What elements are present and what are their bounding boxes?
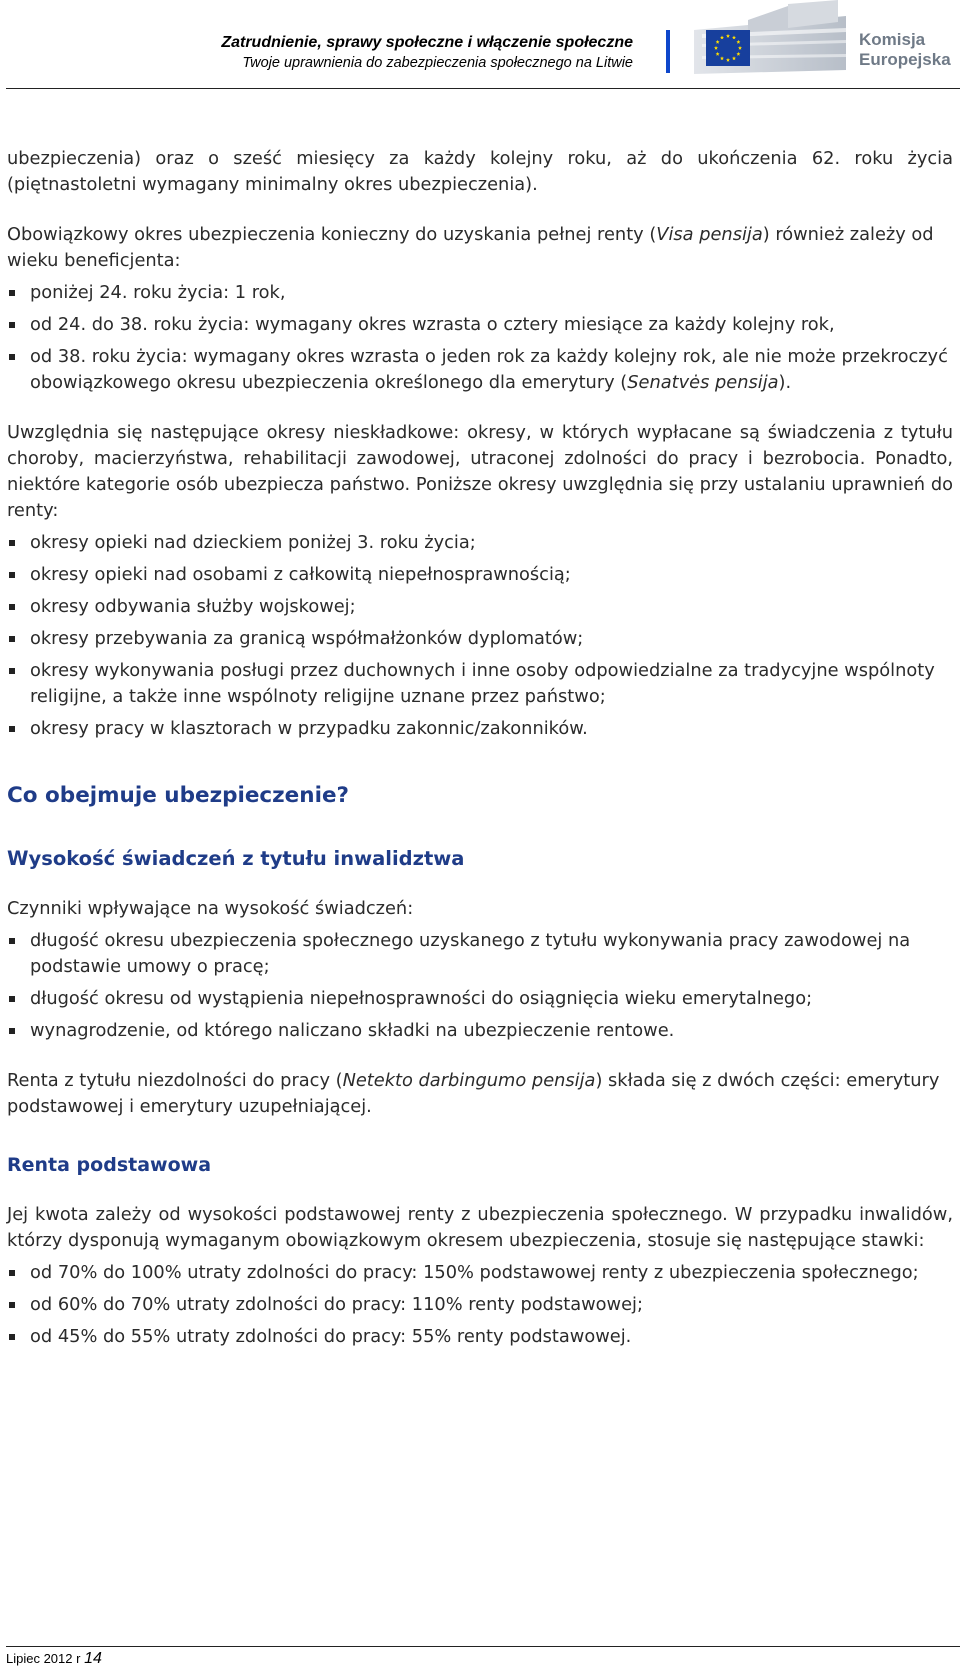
list-item bbox=[7, 1260, 953, 1286]
bullet-icon bbox=[9, 996, 15, 1002]
page-footer bbox=[6, 1650, 102, 1668]
bullet-icon bbox=[9, 938, 15, 944]
list-item-text: okresy pracy w klasztorach w przypadku zakonnic/zakonników. bbox=[30, 718, 588, 739]
bullet-icon bbox=[9, 1302, 15, 1308]
list-item bbox=[7, 594, 953, 620]
list-item bbox=[7, 928, 953, 980]
bullet-icon bbox=[9, 572, 15, 578]
page-number: 14 bbox=[84, 1650, 102, 1667]
noncontributory-list bbox=[7, 530, 953, 742]
bullet-icon bbox=[9, 290, 15, 296]
list-item-text: wynagrodzenie, od którego naliczano składki na ubezpieczenie rentowe. bbox=[30, 1020, 675, 1041]
basic-paragraph: Jej kwota zależy od wysokości podstawowej renty z ubezpieczenia społecznego. W przypadku inwalidów, którzy dysponują wymaganym obowiązkowym okresem ubezpieczenia, stosuje się następujące stawki: bbox=[7, 1204, 953, 1251]
noncontributory-paragraph: Uwzględnia się następujące okresy nieskładkowe: okresy, w których wypłacane są świadczenia z tytułu choroby, macierzyństwa, rehabilitacji zawodowej, utraconej zdolności do pracy i bezrobocia. Ponadto, niektóre kategorie osób ubezpiecza państwo. Poniższe okresy uwzględnia się przy ustalaniu uprawnień do renty: bbox=[7, 422, 953, 521]
list-item-text: okresy wykonywania posługi przez duchownych i inne osoby odpowiedzialne za tradycyjne wspólnoty religijne, a także inne wspólnoty religijne uznane przez państwo; bbox=[30, 660, 935, 707]
intro-paragraph: ubezpieczenia) oraz o sześć miesięcy za każdy kolejny roku, aż do ukończenia 62. roku życia (piętnastoletni wymagany minimalny okres ubezpieczenia). bbox=[7, 148, 953, 195]
full-pension-paragraph bbox=[7, 222, 953, 274]
full-pension-term: Visa pensija bbox=[656, 224, 763, 245]
list-item bbox=[7, 716, 953, 742]
footer-divider bbox=[6, 1646, 960, 1647]
bullet-icon bbox=[9, 322, 15, 328]
list-item bbox=[7, 344, 953, 396]
renta-paragraph bbox=[7, 1068, 953, 1120]
full-pension-list bbox=[7, 280, 953, 396]
list-item-text: od 60% do 70% utraty zdolności do pracy: 110% renty podstawowej; bbox=[30, 1294, 643, 1315]
list-item-text: okresy odbywania służby wojskowej; bbox=[30, 596, 356, 617]
factors-list bbox=[7, 928, 953, 1044]
list-item bbox=[7, 312, 953, 338]
list-item-text: okresy opieki nad dzieckiem poniżej 3. roku życia; bbox=[30, 532, 476, 553]
list-item-text: od 45% do 55% utraty zdolności do pracy: 55% renty podstawowej. bbox=[30, 1326, 632, 1347]
bullet-icon bbox=[9, 668, 15, 674]
list-item-text: poniżej 24. roku życia: 1 rok, bbox=[30, 282, 286, 303]
footer-date: Lipiec 2012 r bbox=[6, 1651, 81, 1666]
list-item bbox=[7, 530, 953, 556]
header-accent-bar bbox=[666, 30, 670, 73]
list-item-text-pre: od 38. roku życia: wymagany okres wzrasta o jeden rok za każdy kolejny rok, ale nie może przekroczyć obowiązkowego okresu ubezpieczenia określonego dla emerytury ( bbox=[30, 346, 948, 393]
list-item-term: Senatvės pensija bbox=[627, 372, 779, 393]
renta-term: Netekto darbingumo pensija bbox=[342, 1070, 596, 1091]
logo-line-1: Komisja bbox=[859, 30, 926, 49]
list-item-text: od 70% do 100% utraty zdolności do pracy: 150% podstawowej renty z ubezpieczenia społecznego; bbox=[30, 1262, 919, 1283]
logo-text bbox=[859, 30, 951, 70]
list-item bbox=[7, 658, 953, 710]
section-heading: Co obejmuje ubezpieczenie? bbox=[7, 783, 349, 808]
list-item bbox=[7, 1018, 953, 1044]
factors-intro: Czynniki wpływające na wysokość świadczeń: bbox=[7, 898, 414, 919]
header-text bbox=[221, 32, 633, 73]
list-item bbox=[7, 1292, 953, 1318]
header-subtitle: Twoje uprawnienia do zabezpieczenia społecznego na Litwie bbox=[242, 55, 633, 71]
bullet-icon bbox=[9, 1270, 15, 1276]
list-item bbox=[7, 1324, 953, 1350]
header-title: Zatrudnienie, sprawy społeczne i włączenie społeczne bbox=[221, 34, 633, 51]
full-pension-text-pre: Obowiązkowy okres ubezpieczenia konieczny do uzyskania pełnej renty ( bbox=[7, 224, 657, 245]
list-item-text: okresy przebywania za granicą współmałżonków dyplomatów; bbox=[30, 628, 584, 649]
bullet-icon bbox=[9, 1334, 15, 1340]
page-header bbox=[0, 0, 960, 88]
bullet-icon bbox=[9, 604, 15, 610]
bullet-icon bbox=[9, 540, 15, 546]
list-item bbox=[7, 562, 953, 588]
subsection-heading: Wysokość świadczeń z tytułu inwalidztwa bbox=[7, 847, 465, 870]
list-item bbox=[7, 280, 953, 306]
logo-line-2: Europejska bbox=[859, 50, 951, 69]
list-item-text-post: ). bbox=[778, 372, 792, 393]
bullet-icon bbox=[9, 636, 15, 642]
basic-rates-list bbox=[7, 1260, 953, 1350]
header-divider bbox=[6, 88, 960, 89]
subsection-heading-basic: Renta podstawowa bbox=[7, 1154, 212, 1176]
renta-text-post: ) składa się z dwóch części: emerytury podstawowej i emerytury uzupełniającej. bbox=[7, 1070, 940, 1117]
list-item bbox=[7, 986, 953, 1012]
list-item bbox=[7, 626, 953, 652]
bullet-icon bbox=[9, 1028, 15, 1034]
list-item-text: długość okresu od wystąpienia niepełnosprawności do osiągnięcia wieku emerytalnego; bbox=[30, 988, 813, 1009]
list-item-text: od 24. do 38. roku życia: wymagany okres wzrasta o cztery miesiące za każdy kolejny rok, bbox=[30, 314, 835, 335]
document-body bbox=[7, 146, 953, 1350]
list-item-text: długość okresu ubezpieczenia społecznego uzyskanego z tytułu wykonywania pracy zawodowej na podstawie umowy o pracę; bbox=[30, 930, 911, 977]
renta-text-pre: Renta z tytułu niezdolności do pracy ( bbox=[7, 1070, 343, 1091]
full-pension-text-post: ) również zależy od wieku beneficjenta: bbox=[7, 224, 934, 271]
list-item-text: okresy opieki nad osobami z całkowitą niepełnosprawnością; bbox=[30, 564, 571, 585]
bullet-icon bbox=[9, 726, 15, 732]
bullet-icon bbox=[9, 354, 15, 360]
